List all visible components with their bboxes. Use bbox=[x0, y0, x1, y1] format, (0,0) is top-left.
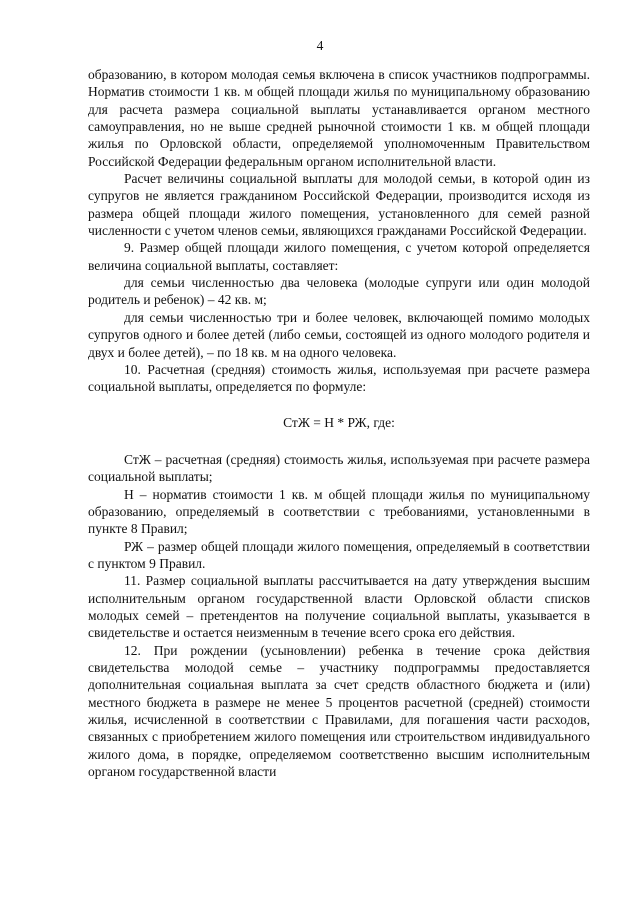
paragraph-item-12: 12. При рождении (усыновлении) ребенка в течение срока действия свидетельства молодой семье – участнику подпрограммы предоставляется дополнительная социальная выплата за счет средств областного бюджета и (или) местного бюджета в размере не менее 5 процентов расчетной (средней) стоимости жилья, исчисленной в соответствии с Правилами, для погашения части расходов, связанных с приобретением жилого помещения или строительством индивидуального жилого дома, в порядке, определяемом соответственно высшим исполнительным органом государственной власти bbox=[88, 642, 590, 780]
document-body bbox=[88, 66, 590, 780]
paragraph-family-two: для семьи численностью два человека (молодые супруги или один молодой родитель и ребенок) – 42 кв. м; bbox=[88, 275, 590, 308]
definition-rzh: РЖ – размер общей площади жилого помещения, определяемый в соответствии с пунктом 9 Правил. bbox=[88, 538, 590, 571]
definition-n: Н – норматив стоимости 1 кв. м общей площади жилья по муниципальному образованию, определяемый в соответствии с требованиями, установленными в пункте 8 Правил; bbox=[88, 486, 590, 537]
page-number: 4 bbox=[316, 38, 324, 53]
paragraph-foreign-spouse: Расчет величины социальной выплаты для молодой семьи, в которой один из супругов не является гражданином Российской Федерации, производится исходя из размера общей площади жилого помещения, установленного для семей разной численности с учетом членов семьи, являющихся гражданами Российской Федерации. bbox=[88, 171, 590, 239]
definition-stzh: СтЖ – расчетная (средняя) стоимость жилья, используемая при расчете размера социальной выплаты; bbox=[88, 451, 590, 485]
paragraph-family-three: для семьи численностью три и более человек, включающей помимо молодых супругов одного и более детей (либо семьи, состоящей из одного молодого родителя и двух и более детей), – по 18 кв. м на одного человека. bbox=[88, 309, 590, 360]
paragraph-item-11: 11. Размер социальной выплаты рассчитывается на дату утверждения высшим исполнительным органом государственной власти Орловской области списков молодых семей – претендентов на получение социальной выплаты, указывается в свидетельстве и остается неизменным в течение всего срока его действия. bbox=[88, 573, 590, 641]
paragraph-continuation: образованию, в котором молодая семья включена в список участников подпрограммы. Норматив стоимости 1 кв. м общей площади жилья по муниципальному образованию для расчета размера социальной выплаты устанавливается органом местного самоуправления, но не выше средней рыночной стоимости 1 кв. м общей площади жилья по Орловской области, определяемой уполномоченным Правительством Российской Федерации федеральным органом исполнительной власти. bbox=[88, 67, 590, 169]
formula: СтЖ = Н * РЖ, где: bbox=[283, 414, 395, 430]
paragraph-item-10: 10. Расчетная (средняя) стоимость жилья, используемая при расчете размера социальной выплаты, определяется по формуле: bbox=[88, 361, 590, 395]
paragraph-item-9: 9. Размер общей площади жилого помещения, с учетом которой определяется величина социальной выплаты, составляет: bbox=[88, 240, 590, 273]
